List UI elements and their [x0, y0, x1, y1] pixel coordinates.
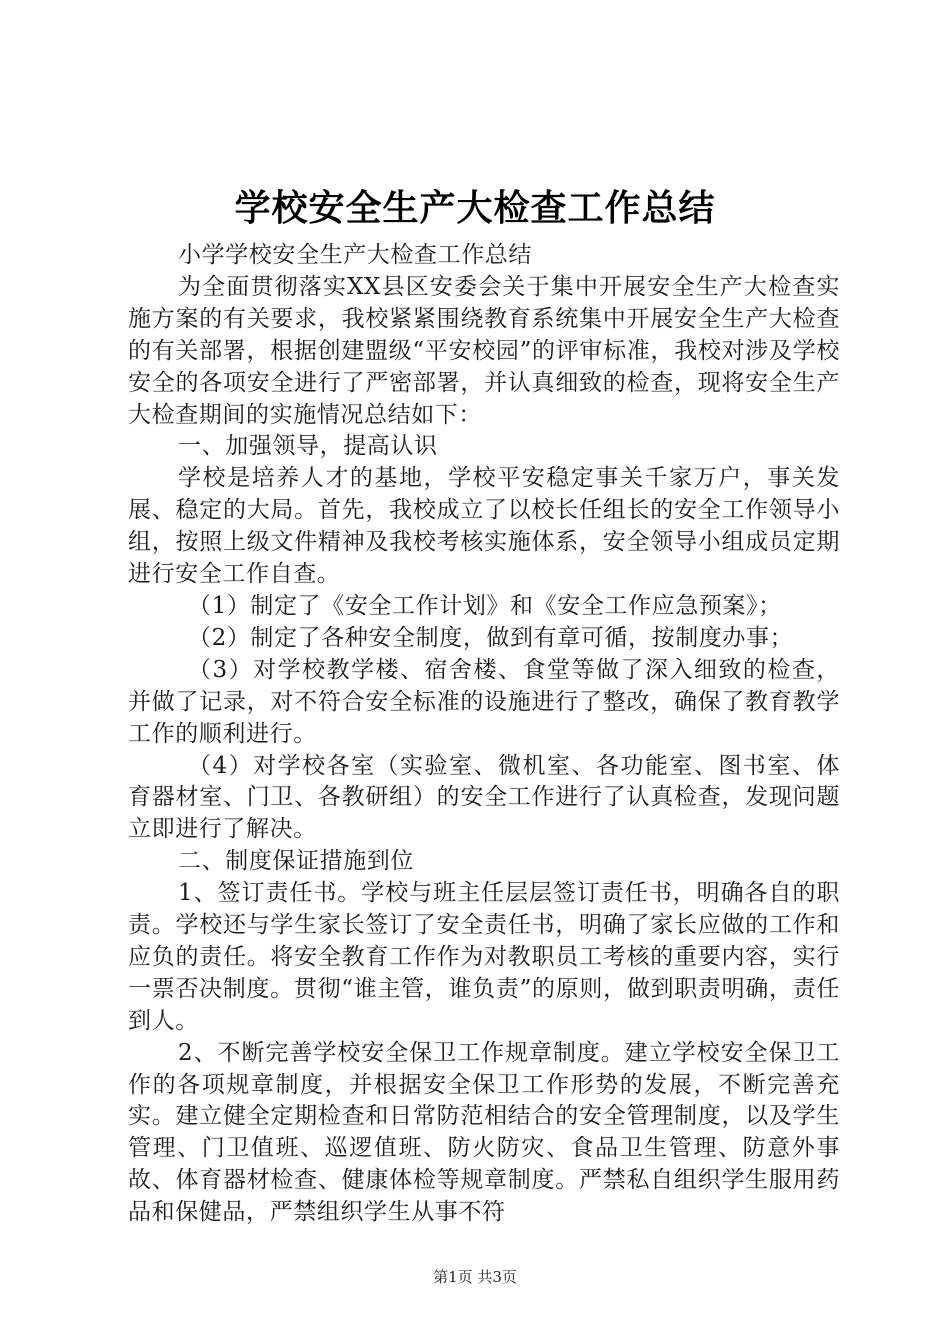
responsibility-paragraph: 1、签订责任书。学校与班主任层层签订责任书，明确各自的职责。学校还与学生家长签订了安全责任书，明确了家长应做的工作和应负的责任。将安全教育工作作为对教职员工考核的重要内容，实行一票否决制度。贯彻“谁主管，谁负责”的原则，做到职责明确，责任到人。	[128, 880, 840, 1034]
leadership-paragraph: 学校是培养人才的基地，学校平安稳定事关千家万户，事关发展、稳定的大局。首先，我校成立了以校长任组长的安全工作领导小组，按照上级文件精神及我校考核实施体系，安全领导小组成员定期进行安全工作自查。	[128, 465, 840, 588]
list-item-1: （1）制定了《安全工作计划》和《安全工作应急预案》；	[188, 592, 782, 619]
regulation-paragraph: 2、不断完善学校安全保卫工作规章制度。建立学校安全保卫工作的各项规章制度，并根据安全保卫工作形势的发展，不断完善充实。建立健全定期检查和日常防范相结合的安全管理制度，以及学生管理、门卫值班、巡逻值班、防火防灾、食品卫生管理、防意外事故、体育器材检查、健康体检等规章制度。严禁私自组织学生服用药品和保健品，严禁组织学生从事不符	[128, 1039, 840, 1226]
section-heading-leadership: 一、加强领导，提高认识	[178, 433, 438, 460]
list-item-2: （2）制定了各种安全制度，做到有章可循，按制度办事；	[188, 624, 794, 651]
document-title: 学校安全生产大检查工作总结	[234, 187, 716, 229]
intro-paragraph: 为全面贯彻落实XX县区安委会关于集中开展安全生产大检查实施方案的有关要求，我校紧紧围绕教育系统集中开展安全生产大检查的有关部署，根据创建盟级“平安校园”的评审标准，我校对涉及学校安全的各项安全进行了严密部署，并认真细致的检查，现将安全生产大检查期间的实施情况总结如下：	[128, 273, 840, 428]
section-heading-system: 二、制度保证措施到位	[178, 848, 414, 875]
page-number-footer: 第1页 共3页	[433, 1268, 517, 1286]
document-body	[128, 240, 840, 1229]
subtitle-paragraph: 小学学校安全生产大检查工作总结	[178, 242, 532, 268]
list-item-3: （3）对学校教学楼、宿舍楼、食堂等做了深入细致的检查，并做了记录，对不符合安全标准的设施进行了整改，确保了教育教学工作的顺利进行。	[128, 656, 840, 747]
list-item-4: （4）对学校各室（实验室、微机室、各功能室、图书室、体育器材室、门卫、各教研组）的安全工作进行了认真检查，发现问题立即进行了解决。	[128, 752, 840, 843]
